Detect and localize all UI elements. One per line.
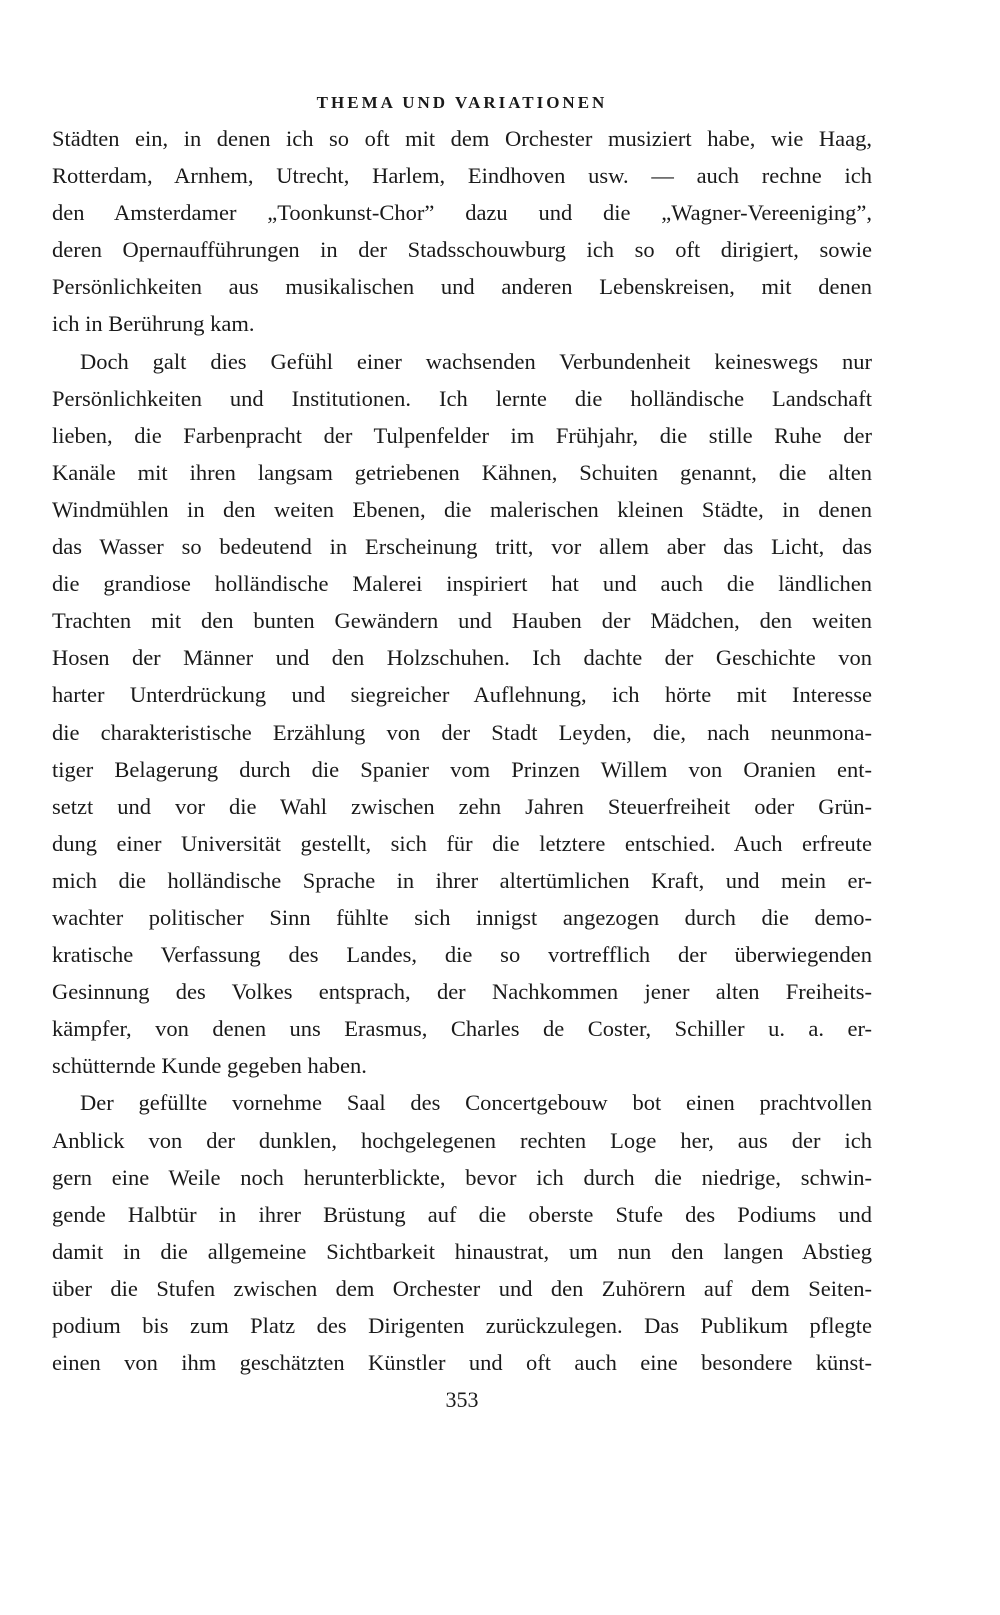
text-line: Gesinnung des Volkes entsprach, der Nachkommen jener alten Freiheits- (52, 979, 872, 1005)
running-head: THEMA UND VARIATIONEN (316, 93, 608, 112)
text-line: tiger Belagerung durch die Spanier vom Prinzen Willem von Oranien ent- (52, 756, 872, 782)
text-line: harter Unterdrückung und siegreicher Auflehnung, ich hörte mit Interesse (52, 682, 872, 708)
text-line: das Wasser so bedeutend in Erscheinung tritt, vor allem aber das Licht, das (52, 534, 872, 560)
text-line: ich in Berührung kam. (52, 311, 255, 337)
page-number: 353 (445, 1387, 479, 1413)
text-line: gern eine Weile noch herunterblickte, bevor ich durch die niedrige, schwin- (52, 1164, 872, 1190)
text-line: kratische Verfassung des Landes, die so vortrefflich der überwiegenden (52, 942, 872, 968)
text-line: mich die holländische Sprache in ihrer altertümlichen Kraft, und mein er- (52, 867, 872, 893)
text-line: setzt und vor die Wahl zwischen zehn Jahren Steuerfreiheit oder Grün- (52, 793, 872, 819)
text-line: damit in die allgemeine Sichtbarkeit hinaustrat, um nun den langen Abstieg (52, 1238, 872, 1264)
book-page (52, 88, 872, 1417)
text-line: gende Halbtür in ihrer Brüstung auf die oberste Stufe des Podiums und (52, 1201, 872, 1227)
text-line: Doch galt dies Gefühl einer wachsenden Verbundenheit keineswegs nur (80, 348, 872, 374)
text-line: Windmühlen in den weiten Ebenen, die malerischen kleinen Städte, in denen (52, 496, 872, 522)
text-line: Persönlichkeiten und Institutionen. Ich lernte die holländische Landschaft (52, 385, 872, 411)
text-line: Rotterdam, Arnhem, Utrecht, Harlem, Eindhoven usw. — auch rechne ich (52, 163, 872, 189)
paragraph (52, 1084, 872, 1381)
text-line: dung einer Universität gestellt, sich für die letztere entschied. Auch erfreute (52, 830, 872, 856)
text-line: schütternde Kunde gegeben haben. (52, 1053, 367, 1079)
text-line: deren Opernaufführungen in der Stadsschouwburg ich so oft dirigiert, sowie (52, 237, 872, 263)
text-line: die charakteristische Erzählung von der Stadt Leyden, die, nach neunmona- (52, 719, 872, 745)
paragraph (52, 120, 872, 343)
text-line: über die Stufen zwischen dem Orchester und den Zuhörern auf dem Seiten- (52, 1275, 872, 1301)
text-line: die grandiose holländische Malerei inspiriert hat und auch die ländlichen (52, 571, 872, 597)
text-line: kämpfer, von denen uns Erasmus, Charles de Coster, Schiller u. a. er- (52, 1016, 872, 1042)
paragraph (52, 343, 872, 1085)
text-line: Kanäle mit ihren langsam getriebenen Kähnen, Schuiten genannt, die alten (52, 459, 872, 485)
text-line: Hosen der Männer und den Holzschuhen. Ich dachte der Geschichte von (52, 645, 872, 671)
text-line: Anblick von der dunklen, hochgelegenen rechten Loge her, aus der ich (52, 1127, 872, 1153)
text-line: Persönlichkeiten aus musikalischen und anderen Lebenskreisen, mit denen (52, 274, 872, 300)
text-line: einen von ihm geschätzten Künstler und oft auch eine besondere künst- (52, 1350, 872, 1376)
text-line: Trachten mit den bunten Gewändern und Hauben der Mädchen, den weiten (52, 608, 872, 634)
text-line: Städten ein, in denen ich so oft mit dem Orchester musiziert habe, wie Haag, (52, 126, 872, 151)
text-line: den Amsterdamer „Toonkunst-Chor” dazu und die „Wagner-Vereeniging”, (52, 200, 872, 226)
text-line: podium bis zum Platz des Dirigenten zurückzulegen. Das Publikum pflegte (52, 1313, 872, 1338)
text-line: wachter politischer Sinn fühlte sich innigst angezogen durch die demo- (52, 904, 872, 930)
body-text (52, 120, 872, 1381)
text-line: lieben, die Farbenpracht der Tulpenfelder im Frühjahr, die stille Ruhe der (52, 422, 872, 448)
text-line: Der gefüllte vornehme Saal des Concertgebouw bot einen prachtvollen (80, 1090, 872, 1116)
